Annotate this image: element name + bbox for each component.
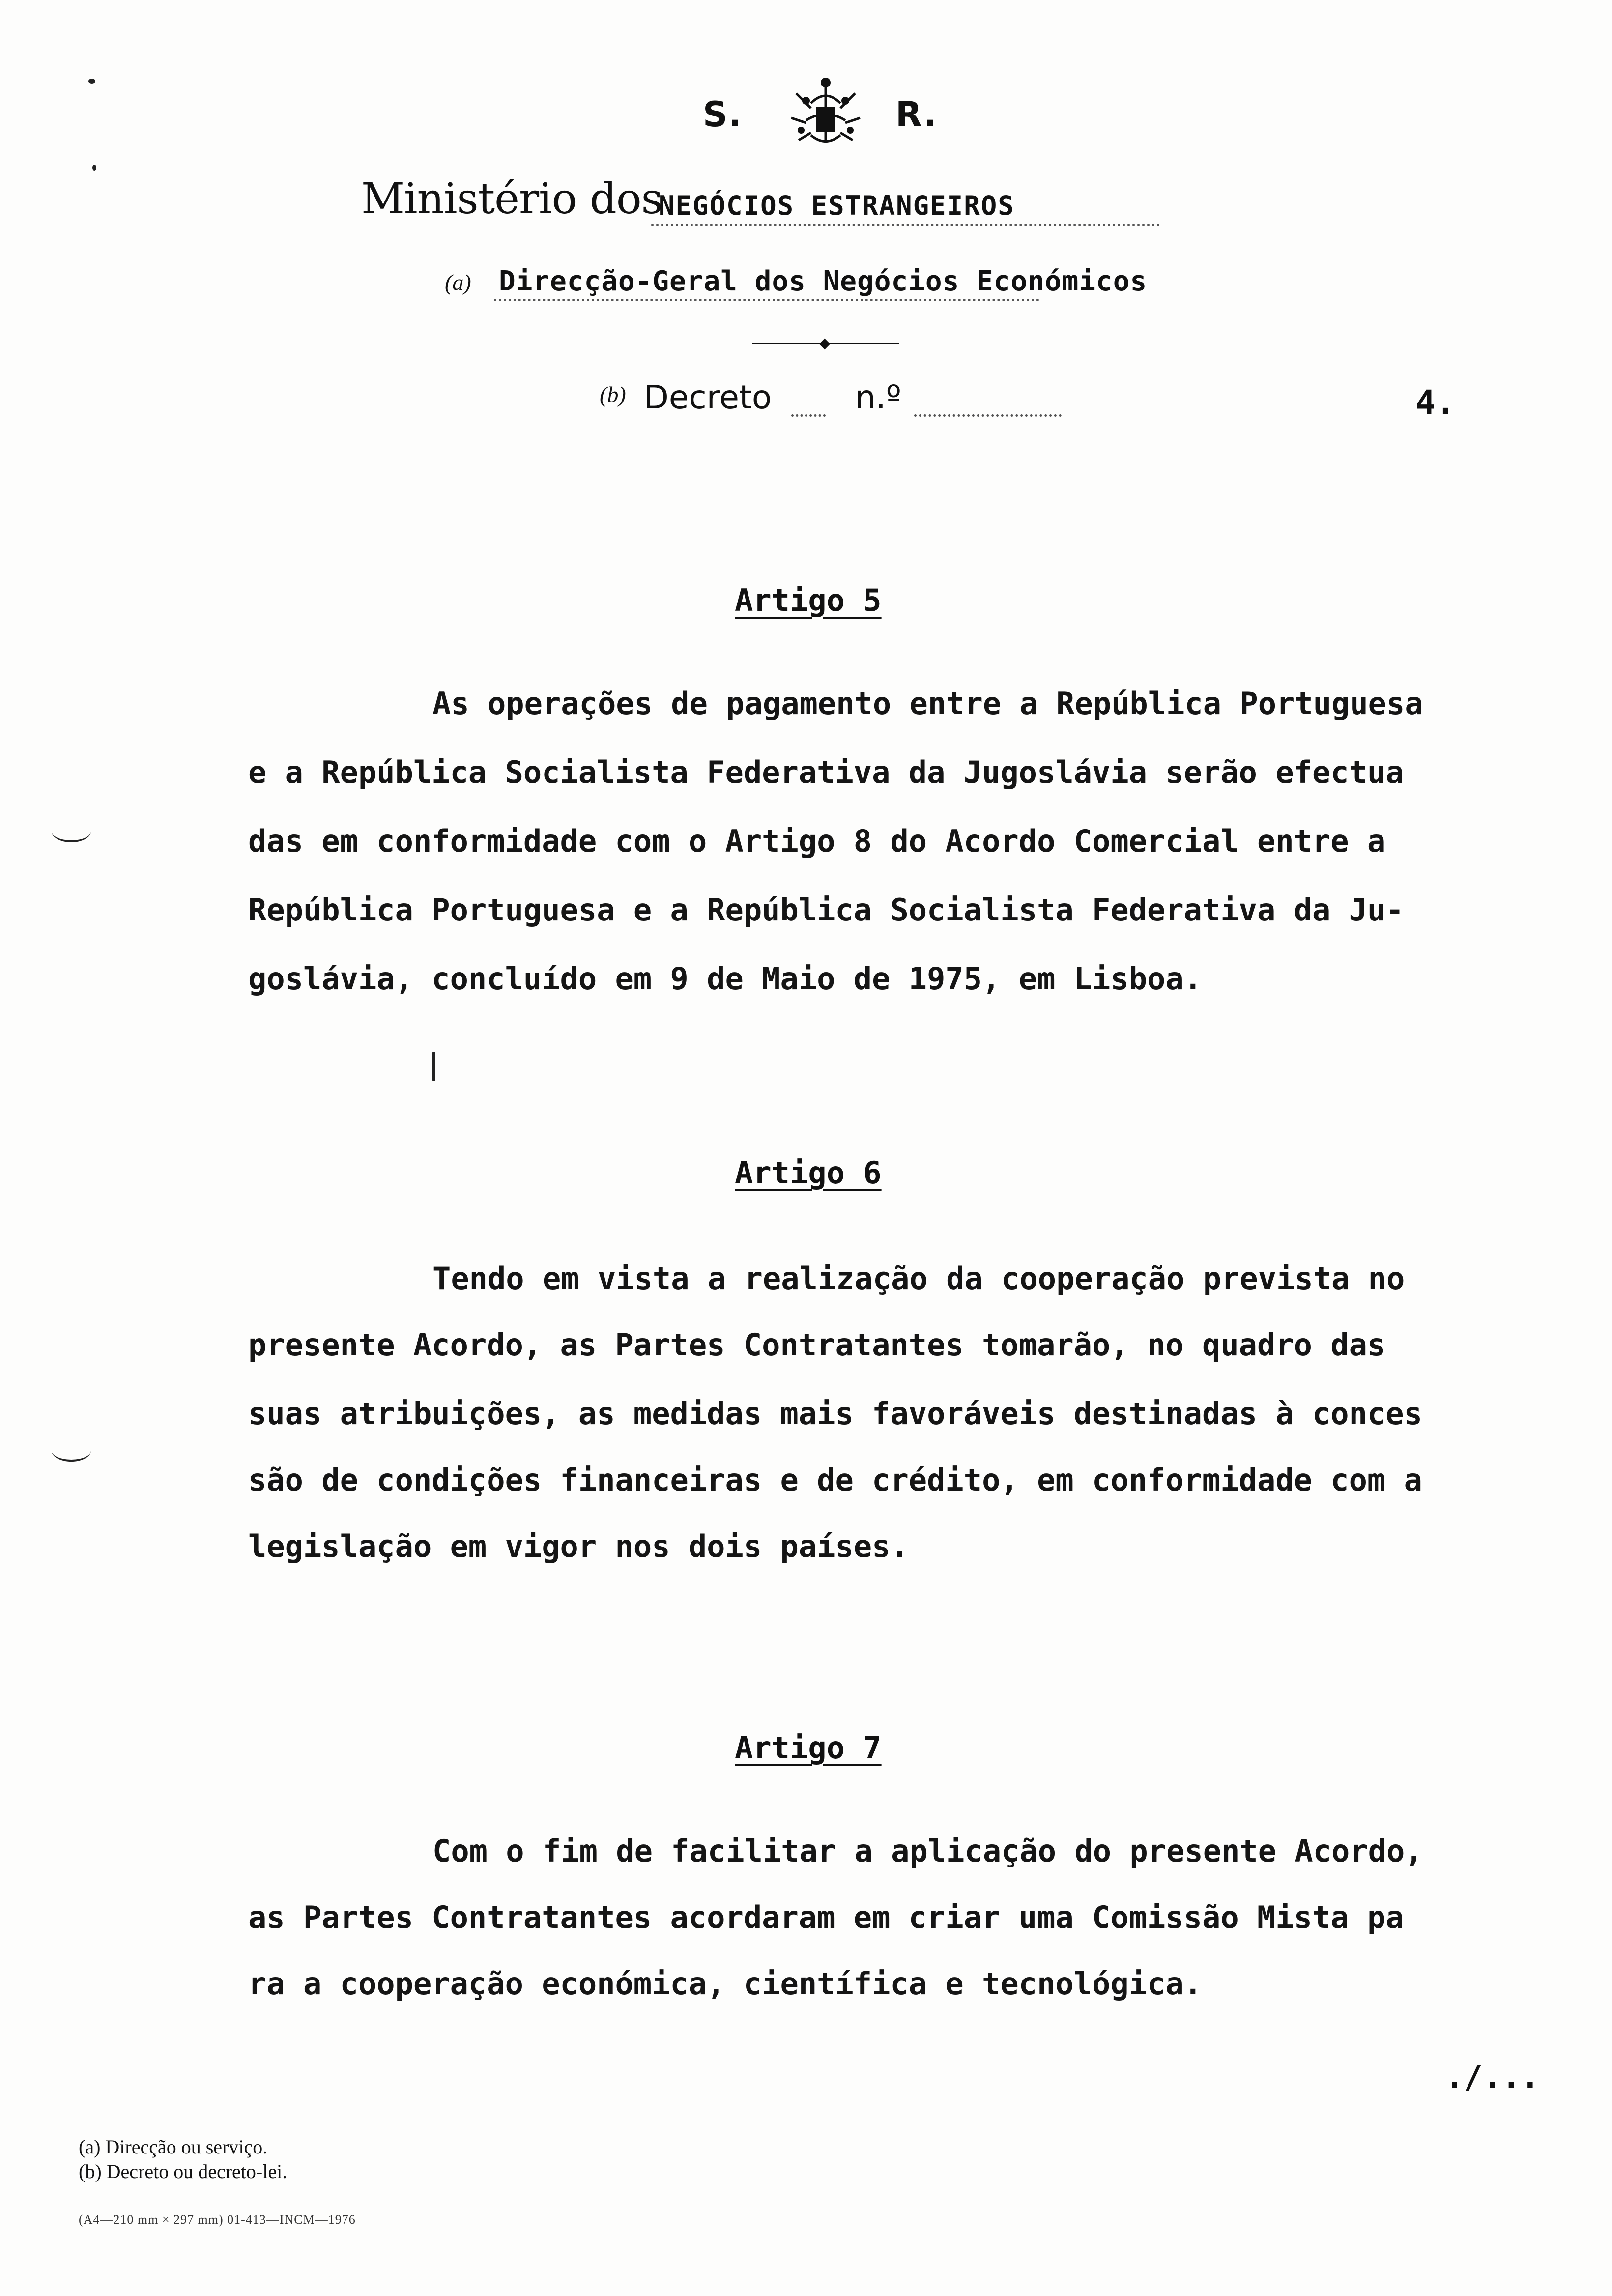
punch-hole-mark — [52, 1440, 91, 1462]
page-number: 4. — [1415, 383, 1456, 422]
decreto-number-fill-line — [914, 414, 1062, 417]
scan-speck — [88, 79, 95, 84]
imprint: (A4—210 mm × 297 mm) 01-413—INCM—1976 — [79, 2212, 356, 2227]
article-line: legislação em vigor nos dois países. — [248, 1528, 909, 1564]
article-line: das em conformidade com o Artigo 8 do Acordo Comercial entre a — [248, 823, 1386, 859]
decreto-mark: (b) — [600, 382, 626, 407]
scan-speck — [92, 165, 96, 171]
article-line: goslávia, concluído em 9 de Maio de 1975, em Lisboa. — [248, 961, 1203, 997]
article-line: ra a cooperação económica, científica e tecnológica. — [248, 1966, 1203, 2002]
article-line: República Portuguesa e a República Socialista Federativa da Ju- — [248, 892, 1404, 928]
decreto-no-label: n.º — [855, 378, 901, 416]
direcao-value: Direcção-Geral dos Negócios Económicos — [499, 265, 1148, 297]
article-line: e a República Socialista Federativa da Jugoslávia serão efectua — [248, 754, 1404, 790]
footnote: (a) Direcção ou serviço. — [79, 2136, 268, 2158]
continuation-mark: ./... — [1445, 2059, 1540, 2095]
article-heading: Artigo 7 — [735, 1730, 882, 1766]
s-label: S. — [703, 94, 743, 135]
letterhead-sr — [703, 74, 958, 157]
ministry-fill-line — [651, 224, 1160, 226]
article-line: suas atribuições, as medidas mais favoráveis destinadas à conces — [248, 1396, 1422, 1432]
ministry-prefix: Ministério dos — [361, 174, 662, 224]
diamond-icon — [819, 339, 831, 350]
article-line: Com o fim de facilitar a aplicação do presente Acordo, — [432, 1833, 1423, 1869]
ministry-value: NEGÓCIOS ESTRANGEIROS — [659, 190, 1015, 221]
decreto-label: Decreto — [644, 378, 772, 416]
punch-hole-mark — [52, 821, 91, 842]
article-line: são de condições financeiras e de crédito, em conformidade com a — [248, 1462, 1422, 1498]
divider — [752, 340, 899, 346]
decreto-line — [600, 378, 1091, 428]
decreto-fill-line — [791, 414, 826, 417]
direcao-mark: (a) — [445, 270, 471, 295]
ministry-line — [361, 174, 1285, 229]
article-heading: Artigo 6 — [735, 1155, 882, 1191]
coat-of-arms-icon — [777, 74, 875, 152]
scan-speck — [432, 1052, 435, 1081]
article-line: presente Acordo, as Partes Contratantes tomarão, no quadro das — [248, 1327, 1386, 1363]
article-line: as Partes Contratantes acordaram em criar uma Comissão Mista pa — [248, 1899, 1404, 1935]
article-line: Tendo em vista a realização da cooperação prevista no — [432, 1261, 1405, 1296]
r-label: R. — [895, 94, 938, 135]
footnote: (b) Decreto ou decreto-lei. — [79, 2160, 288, 2182]
direcao-fill-line — [494, 299, 1039, 301]
article-heading: Artigo 5 — [735, 582, 882, 618]
direcao-line — [445, 265, 1305, 305]
article-line: As operações de pagamento entre a República Portuguesa — [432, 686, 1423, 721]
